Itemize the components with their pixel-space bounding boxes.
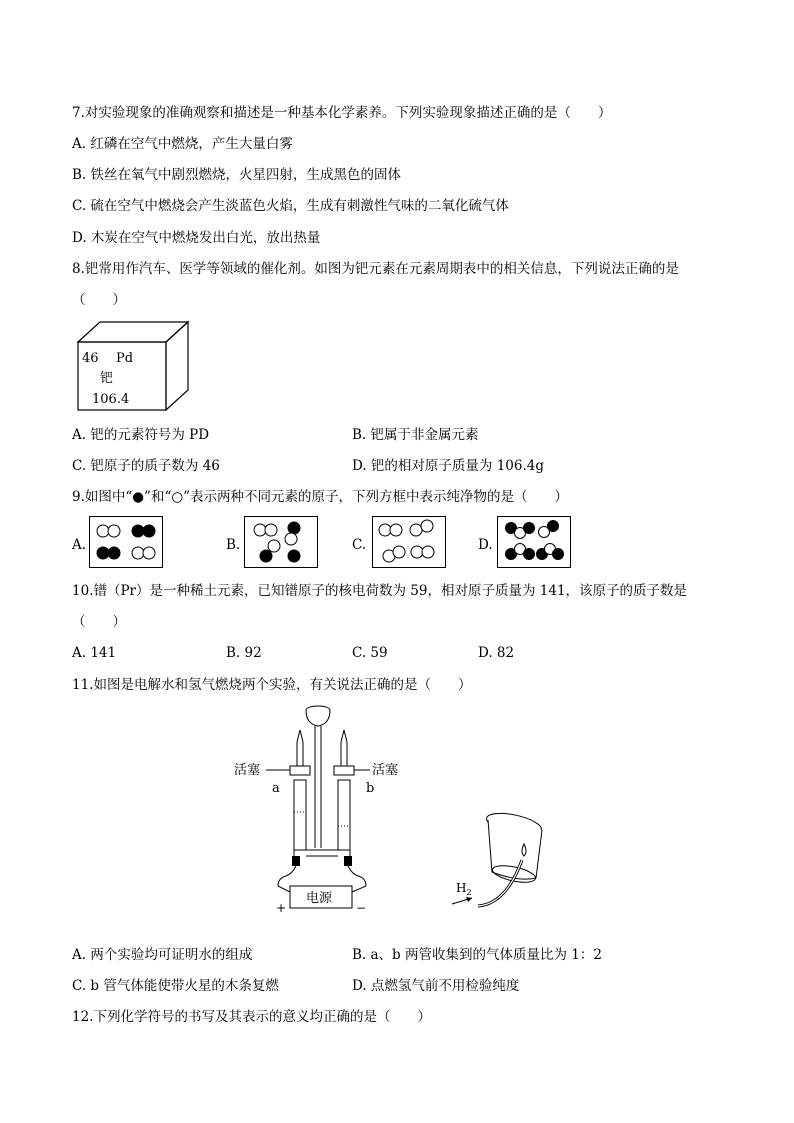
minus-label: − <box>356 901 367 915</box>
q10-option-a[interactable]: A. 141 <box>72 645 117 661</box>
q9-option-b-box[interactable] <box>244 516 318 568</box>
element-name: 钯 <box>100 371 114 386</box>
q9-option-b-label[interactable]: B. <box>226 537 241 553</box>
q7-option-b[interactable]: B. 铁丝在氧气中剧烈燃烧，火星四射，生成黑色的固体 <box>72 167 402 183</box>
q10-paren: （ ） <box>72 614 126 630</box>
element-symbol: Pd <box>116 351 134 366</box>
tube-b-label: b <box>366 781 375 796</box>
q8-paren: （ ） <box>72 292 126 308</box>
q8-option-b[interactable]: B. 钯属于非金属元素 <box>352 427 479 443</box>
q10-option-d[interactable]: D. 82 <box>478 645 515 661</box>
q7-option-d[interactable]: D. 木炭在空气中燃烧发出白光，放出热量 <box>72 230 321 246</box>
q11-option-a[interactable]: A. 两个实验均可证明水的组成 <box>72 947 253 963</box>
q10-stem: 10.镨（Pr）是一种稀土元素，已知镨原子的核电荷数为 59，相对原子质量为 141，该原子的质子数是 <box>72 583 688 599</box>
q11-option-b[interactable]: B. a、b 两管收集到的气体质量比为 1：2 <box>352 947 602 963</box>
q8-option-d[interactable]: D. 钯的相对原子质量为 106.4g <box>352 458 545 474</box>
q11-option-d[interactable]: D. 点燃氢气前不用检验纯度 <box>352 978 520 994</box>
q9-option-c-box[interactable] <box>372 516 446 568</box>
q10-option-c[interactable]: C. 59 <box>352 645 388 661</box>
q9-option-c-label[interactable]: C. <box>352 537 367 553</box>
q7-option-c[interactable]: C. 硫在空气中燃烧会产生淡蓝色火焰，生成有刺激性气味的二氧化硫气体 <box>72 198 509 214</box>
element-mass: 106.4 <box>92 392 130 407</box>
q9-option-a-box[interactable] <box>89 516 163 568</box>
power-label: 电源 <box>306 891 333 906</box>
q8-option-c[interactable]: C. 钯原子的质子数为 46 <box>72 458 220 474</box>
stopcock-right-label: 活塞 <box>372 763 399 778</box>
q10-option-b[interactable]: B. 92 <box>226 645 262 661</box>
q9-option-a-label[interactable]: A. <box>72 537 87 553</box>
tube-a-label: a <box>272 781 280 796</box>
hydrogen-burning-apparatus <box>448 808 558 912</box>
q8-option-a[interactable]: A. 钯的元素符号为 PD <box>72 427 210 443</box>
element-number: 46 <box>82 351 99 366</box>
q11-option-c[interactable]: C. b 管气体能使带火星的木条复燃 <box>72 978 279 994</box>
q9-option-d-box[interactable] <box>497 516 571 568</box>
electrolysis-apparatus <box>226 700 416 915</box>
q7-option-a[interactable]: A. 红磷在空气中燃烧，产生大量白雾 <box>72 136 293 152</box>
palladium-element-cube <box>74 320 194 412</box>
plus-label: + <box>276 901 287 915</box>
gas-label: $H_2$ <box>456 881 472 897</box>
q8-stem: 8.钯常用作汽车、医学等领域的催化剂。如图为钯元素在元素周期表中的相关信息，下列说法正确的是 <box>72 261 679 277</box>
q9-stem: 9.如图中“●”和“○”表示两种不同元素的原子，下列方框中表示纯净物的是（ ） <box>72 489 569 505</box>
stopcock-left-label: 活塞 <box>234 763 261 778</box>
q9-option-d-label[interactable]: D. <box>478 537 493 553</box>
q12-stem: 12.下列化学符号的书写及其表示的意义均正确的是（ ） <box>72 1009 431 1025</box>
q11-stem: 11.如图是电解水和氢气燃烧两个实验，有关说法正确的是（ ） <box>72 677 472 693</box>
q7-stem: 7.对实验现象的准确观察和描述是一种基本化学素养。下列实验现象描述正确的是（ ） <box>72 105 612 121</box>
